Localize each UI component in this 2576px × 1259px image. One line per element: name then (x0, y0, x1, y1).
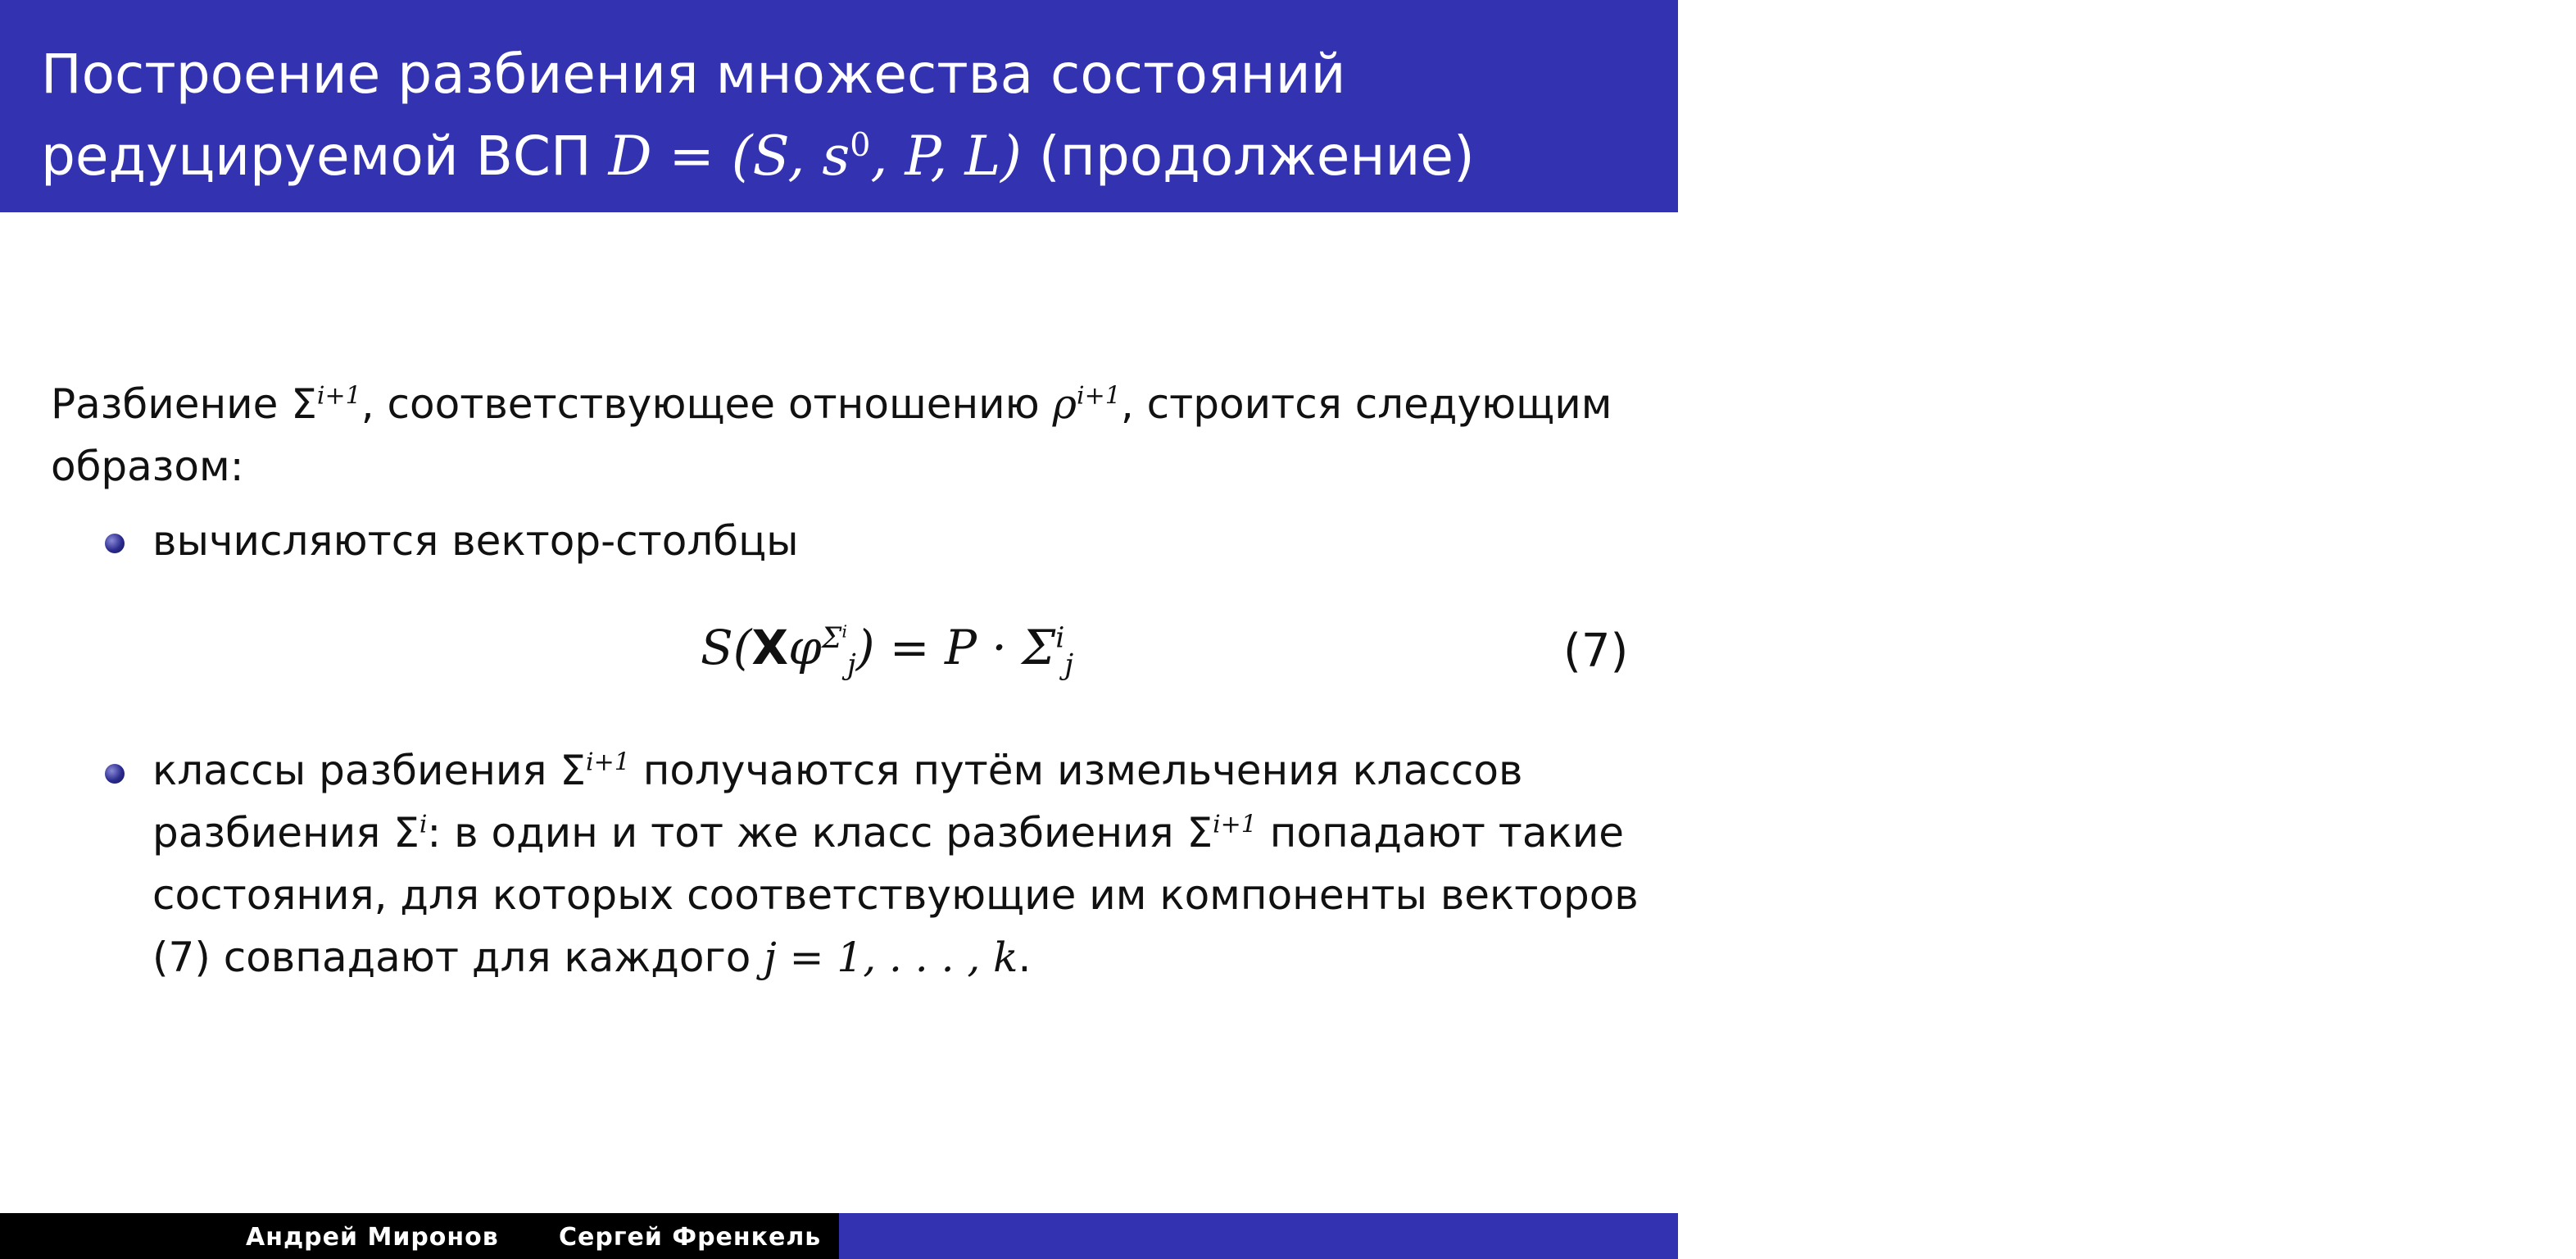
equation: $S(X\varphi^{\Sigma^i}_j) = P \cdot \Sigma^i_j$ (701, 620, 1074, 682)
slide-title-line-1: Построение разбиения множества состояний (41, 43, 1346, 106)
bullet-icon (105, 764, 125, 784)
equation-number: (7) (1563, 625, 1629, 678)
title-suffix: (продолжение) (1038, 125, 1475, 188)
footer-authors-panel (0, 1213, 839, 1259)
slide-title-line-2 (41, 125, 1475, 188)
footer-author-2: Сергей Френкель (559, 1223, 822, 1252)
bullet-item-2: классы разбиения $\Sigma^{i+1}$ получаются путём измельчения классов разбиения $\Sigma^i$: в один и тот же класс разбиения $\Sigma^{i+1}$ попадают такие состояния, для которых соответствующие им компоненты векторов (7) совпадают для каждого j = 1, . . . , k. (152, 747, 1639, 981)
slide-footer (0, 1213, 2576, 1259)
title-prefix: редуцируемой ВСП (41, 125, 592, 188)
footer-title: Метод понижения вычислительной сложности в задачах (1717, 1223, 2576, 1252)
bullet-item-1: вычисляются вектор-столбцы (152, 517, 799, 565)
title-tuple: D = (S, $s^0$, P, L) (608, 125, 1022, 188)
bullet-icon (105, 534, 125, 553)
intro-paragraph: Разбиение $\Sigma^{i+1}$, соответствующее отношению $\rho^{i+1}$, строится следующим образом: (51, 380, 1612, 490)
footer-author-1: Андрей Миронов (246, 1223, 499, 1252)
footer-title-panel (839, 1213, 2576, 1259)
slide-header (0, 0, 1678, 212)
